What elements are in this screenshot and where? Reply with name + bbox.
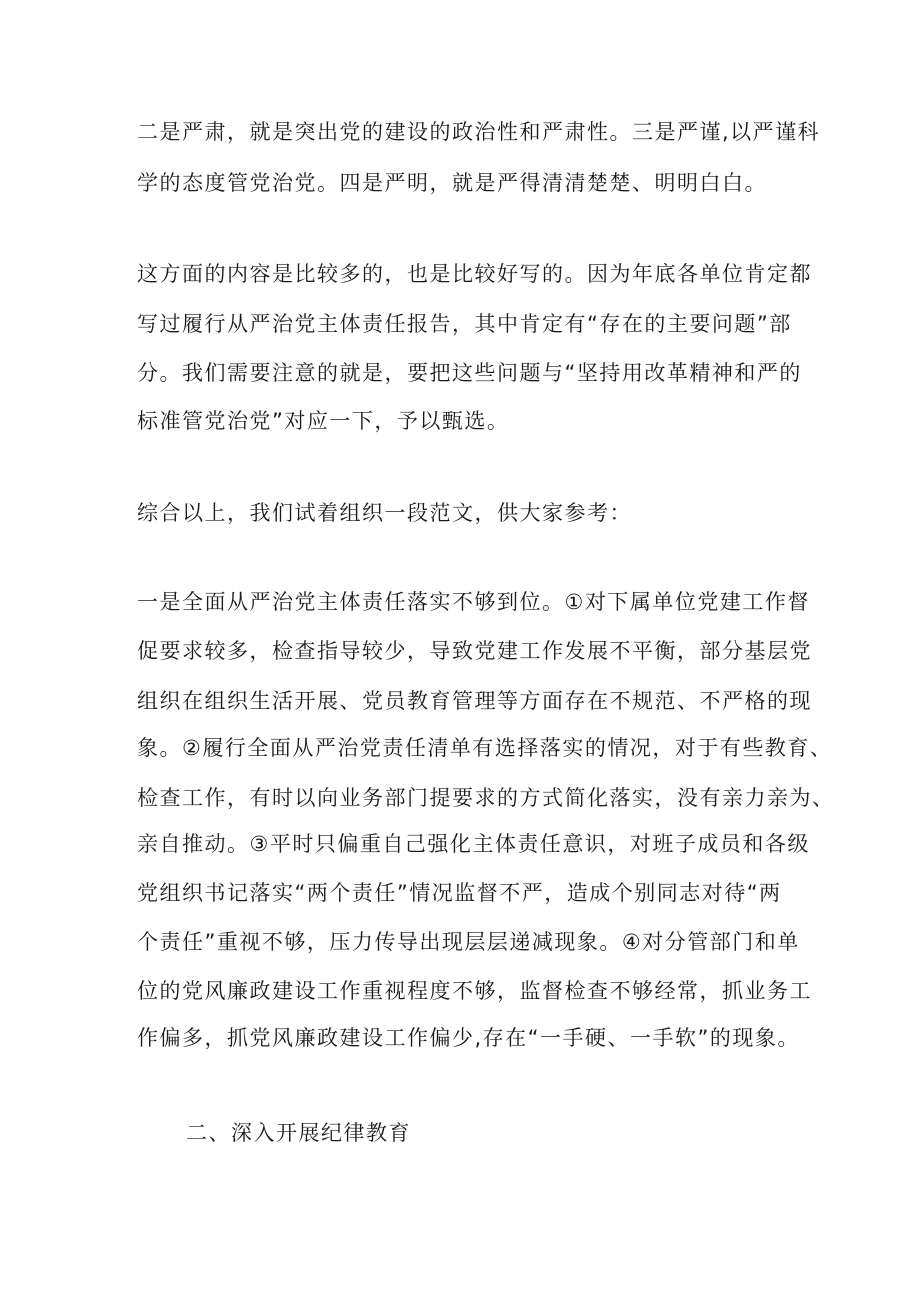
text-line: 作偏多，抓党风廉政建设工作偏少,存在“一手硬、一手软”的现象。 xyxy=(137,1026,800,1050)
text-line: 学的态度管党治党。四是严明，就是严得清清楚楚、明明白白。 xyxy=(137,171,767,195)
section-heading: 二、深入开展纪律教育 xyxy=(186,1121,411,1145)
text-line: 党组织书记落实“两个责任”情况监督不严，造成个别同志对待“两 xyxy=(137,881,782,905)
text-line: 写过履行从严治党主体责任报告，其中肯定有“存在的主要问题”部 xyxy=(137,312,792,336)
text-line: 检查工作，有时以向业务部门提要求的方式简化落实，没有亲力亲为、 xyxy=(137,786,835,810)
text-line: 综合以上，我们试着组织一段范文，供大家参考： xyxy=(137,501,632,525)
text-line: 这方面的内容是比较多的，也是比较好写的。因为年底各单位肯定都 xyxy=(137,262,812,286)
text-line: 分。我们需要注意的就是，要把这些问题与“坚持用改革精神和严的 xyxy=(137,361,802,385)
text-line: 标准管党治党”对应一下，予以甄选。 xyxy=(137,409,510,433)
text-line: 一是全面从严治党主体责任落实不够到位。①对下属单位党建工作督 xyxy=(137,590,810,614)
text-line: 象。②履行全面从严治党责任清单有选择落实的情况，对于有些教育、 xyxy=(137,736,833,760)
text-line: 促要求较多，检查指导较少，导致党建工作发展不平衡，部分基层党 xyxy=(137,639,812,663)
text-line: 个责任”重视不够，压力传导出现层层递减现象。④对分管部门和单 xyxy=(137,930,800,954)
text-line: 组织在组织生活开展、党员教育管理等方面存在不规范、不严格的现 xyxy=(137,689,812,713)
text-line: 位的党风廉政建设工作重视程度不够，监督检查不够经常，抓业务工 xyxy=(137,979,812,1003)
text-line: 二是严肃，就是突出党的建设的政治性和严肃性。三是严谨,以严谨科 xyxy=(137,120,821,144)
text-line: 亲自推动。③平时只偏重自己强化主体责任意识，对班子成员和各级 xyxy=(137,832,810,856)
